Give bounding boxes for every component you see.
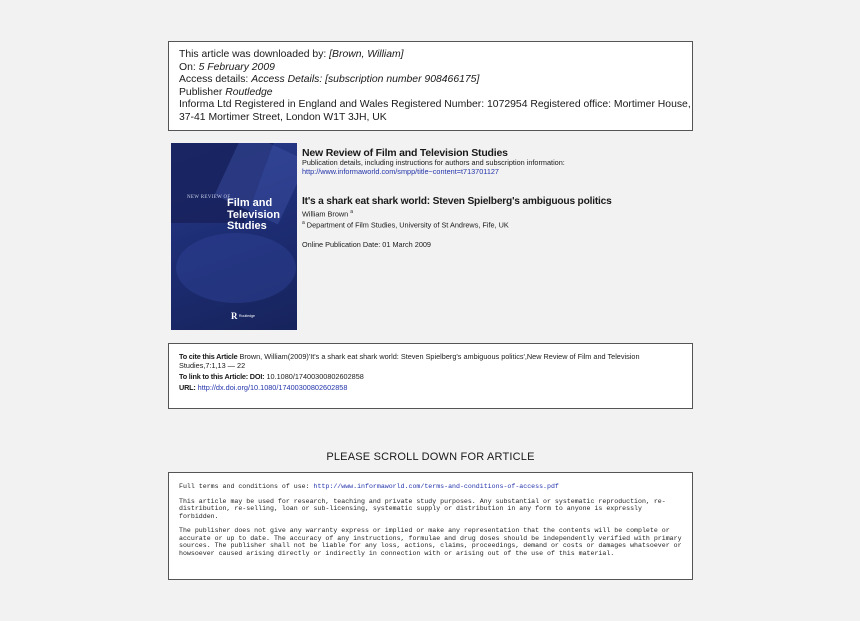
download-info-box [168,41,693,131]
doi-url-link[interactable]: http://dx.doi.org/10.1080/17400300802602858 [195,383,348,392]
publication-link[interactable]: http://www.informaworld.com/smpp/title~content=t713701127 [302,166,499,176]
doi-row: To link to this Article: DOI: 10.1080/17400300802602858 [179,372,364,381]
download-date-row: On: 5 February 2009 [179,61,275,73]
registration-line-1: Informa Ltd Registered in England and Wales Registered Number: 1072954 Registered office: Mortimer House, [179,99,691,111]
terms-box [168,472,693,580]
scroll-down-message: PLEASE SCROLL DOWN FOR ARTICLE [326,451,535,463]
article-title: It's a shark eat shark world: Steven Spielberg's ambiguous politics [302,195,612,207]
affiliation: $^a$ Department of Film Studies, University of St Andrews, Fife, UK [302,219,509,230]
cover-shape [176,233,296,303]
routledge-logo-icon: R [231,311,238,321]
terms-link-paragraph: Full terms and conditions of use: http://www.informaworld.com/terms-and-conditions-of-access.pdf [179,483,559,490]
citation-box [168,343,693,409]
cover-title: Film and Television Studies [227,197,280,232]
access-details-value: Access Details: [subscription number 908466175] [251,74,480,86]
online-publication-date: Online Publication Date: 01 March 2009 [302,240,431,250]
journal-title: New Review of Film and Television Studies [302,147,508,159]
usage-paragraph: This article may be used for research, teaching and private study purposes. Any substantial or systematic reproduction, re-distribution, re-selling, loan or sub-licensing, systematic supply or distribution in any form to anyone is expressly forbidden. [179,497,666,520]
cover-series-text: NEW REVIEW OF [187,195,231,200]
terms-link[interactable]: http://www.informaworld.com/terms-and-conditions-of-access.pdf [313,483,559,490]
downloaded-by-row: This article was downloaded by: [Brown, William] [179,49,404,60]
publisher-row: Publisher Routledge [179,86,273,98]
journal-cover-image [171,143,297,330]
author: William Brown $^a$ [302,208,354,219]
disclaimer-paragraph: The publisher does not give any warranty express or implied or make any representation that the contents will be complete or accurate or up to date. The accuracy of any instructions, formulae and drug doses should be independently verified with primary sources. The publisher shall not be liable for any loss, actions, claims, proceedings, demand or costs or damages whatsoever or howsoever caused arising directly or indirectly in connection with or arising out of the use of this material. [179,527,682,557]
registration-line-2: 37-41 Mortimer Street, London W1T 3JH, UK [179,111,387,123]
url-row: URL: http://dx.doi.org/10.1080/17400300802602858 [179,383,348,392]
access-details-row: Access details: Access Details: [subscription number 908466175] [179,74,480,86]
downloaded-by-value: [Brown, William] [329,49,404,60]
publisher-value: Routledge [225,86,273,98]
article-info [302,147,692,250]
publication-details: Publication details, including instructions for authors and subscription information: [302,158,565,167]
download-date-value: 5 February 2009 [198,61,275,73]
cite-row: To cite this Article Brown, William(2009)'It's a shark eat shark world: Steven Spielberg's ambiguous politics',New Review of Film and Television Studies,7:1,13 — 22 [179,352,640,370]
cover-publisher-text: Routledge [239,314,255,318]
